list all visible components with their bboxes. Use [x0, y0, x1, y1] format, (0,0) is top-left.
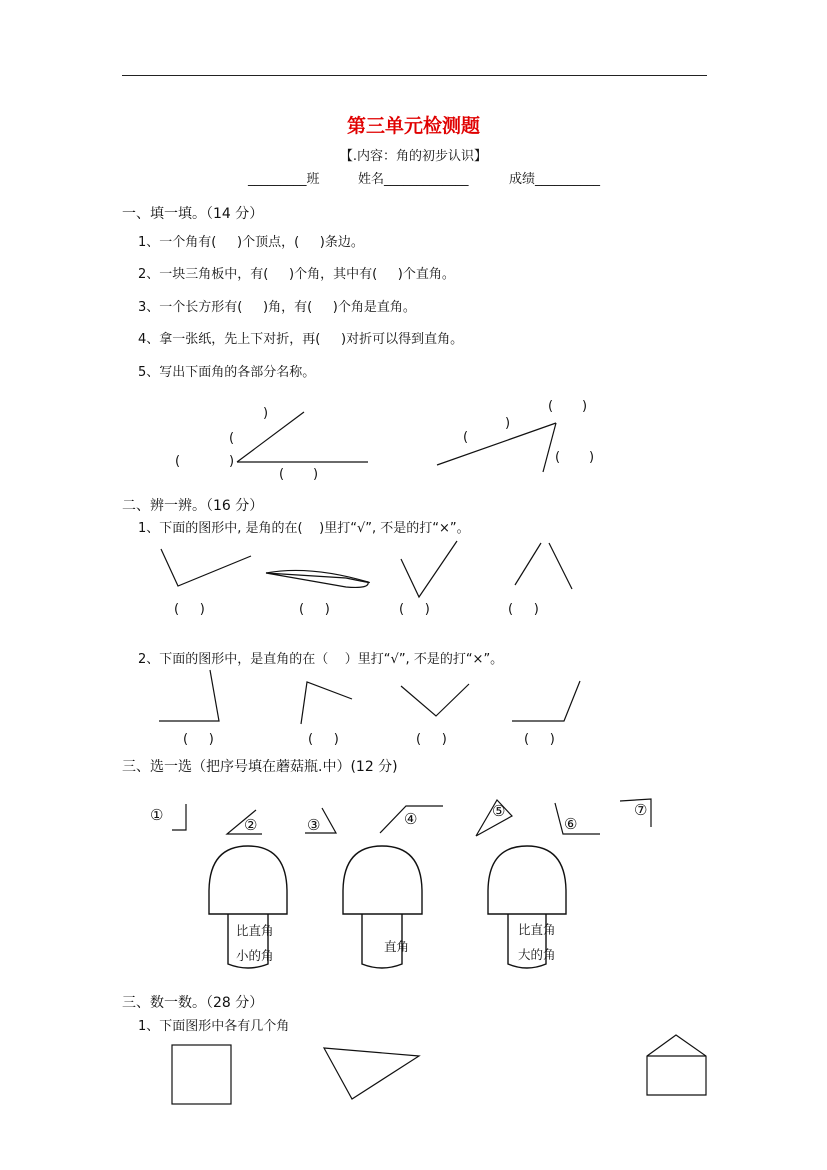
q21-figure-2 — [266, 570, 369, 587]
choice-label-4: ④ — [404, 810, 418, 828]
q22-answer-2[interactable]: ( ) — [308, 732, 339, 747]
q21-figure-4 — [515, 543, 572, 589]
choice-angle-2 — [227, 810, 262, 834]
page-title: 第三单元检测题 — [346, 115, 480, 137]
question-2-1: 1、下面的图形中, 是角的在( )里打“√”, 不是的打“×”。 — [138, 521, 470, 536]
angle-figure-2 — [437, 423, 556, 472]
q22-answer-1[interactable]: ( ) — [183, 732, 214, 747]
page-subtitle: 【.内容：角的初步认识】 — [339, 149, 488, 164]
choice-angle-5 — [476, 800, 512, 836]
q21-answer-2[interactable]: ( ) — [299, 602, 330, 617]
q22-figure-2 — [301, 682, 352, 724]
choice-angle-4 — [380, 806, 443, 833]
question-1-1: 1、一个角有( )个顶点，( )条边。 — [138, 235, 364, 250]
name-field[interactable]: 姓名_____________ — [358, 172, 469, 187]
q21-answer-1[interactable]: ( ) — [174, 602, 205, 617]
angle2-paren-top: ( ) — [548, 399, 588, 414]
choice-angle-3 — [305, 808, 336, 833]
question-1-2: 2、一块三角板中，有( )个角，其中有( )个直角。 — [138, 267, 455, 282]
choice-label-1: ① — [150, 806, 164, 824]
q22-figure-4 — [512, 681, 580, 721]
angle2-paren-left-close: ) — [505, 416, 511, 431]
mushroom1-line2: 小的角 — [236, 948, 274, 963]
mushroom-1 — [209, 846, 287, 968]
q22-figure-3 — [401, 684, 469, 716]
choice-label-3: ③ — [307, 816, 321, 834]
section4-heading: 三、数一数。（28 分） — [122, 995, 264, 1011]
q21-figure-1 — [161, 549, 251, 586]
q22-answer-4[interactable]: ( ) — [524, 732, 555, 747]
mushroom3-line1: 比直角 — [518, 922, 556, 937]
choice-angle-1 — [172, 804, 186, 830]
choice-label-5: ⑤ — [492, 802, 506, 820]
q21-figure-3 — [401, 541, 457, 597]
count-triangle — [324, 1048, 419, 1099]
question-1-3: 3、一个长方形有( )角，有( )个角是直角。 — [138, 300, 416, 315]
section2-heading: 二、辨一辨。（16 分） — [122, 498, 264, 514]
section3-heading: 三、选一选（把序号填在蘑菇瓶.中）(12 分) — [122, 759, 398, 775]
q21-answer-3[interactable]: ( ) — [399, 602, 430, 617]
mushroom1-line1: 比直角 — [236, 923, 274, 938]
choice-angle-6 — [555, 803, 600, 834]
angle-figure-1 — [237, 412, 368, 462]
count-square — [172, 1045, 231, 1104]
section1-heading: 一、填一填。（14 分） — [122, 206, 264, 222]
question-2-2: 2、下面的图形中，是直角的在（ ）里打“√”, 不是的打“×”。 — [138, 652, 504, 667]
choice-label-7: ⑦ — [634, 801, 648, 819]
score-field[interactable]: 成绩__________ — [509, 172, 601, 187]
q21-answer-4[interactable]: ( ) — [508, 602, 539, 617]
choice-label-6: ⑥ — [564, 815, 578, 833]
mushroom-2 — [343, 846, 422, 968]
question-4-1: 1、下面图形中各有几个角 — [138, 1019, 290, 1034]
question-1-4: 4、拿一张纸，先上下对折，再( )对折可以得到直角。 — [138, 332, 464, 347]
angle1-paren-mid: ( — [229, 431, 235, 446]
angle1-paren-bottom: ( ) — [279, 467, 319, 482]
angle2-paren-left-open: ( — [463, 430, 469, 445]
angle1-paren-left-open: ( — [175, 454, 181, 469]
choice-label-2: ② — [244, 816, 258, 834]
question-1-5: 5、写出下面角的各部分名称。 — [138, 365, 316, 380]
mushroom2-line1: 直角 — [384, 939, 410, 954]
mushroom3-line2: 大的角 — [518, 947, 556, 962]
class-field[interactable]: _________班 — [248, 172, 320, 187]
angle1-paren-top: ) — [263, 406, 269, 421]
angle1-paren-left-close: ) — [229, 454, 235, 469]
choice-angle-7 — [620, 799, 651, 827]
angle2-paren-right: ( ) — [555, 450, 595, 465]
count-house — [647, 1035, 706, 1095]
q22-figure-1 — [159, 670, 219, 721]
q22-answer-3[interactable]: ( ) — [416, 732, 447, 747]
mushroom-3 — [488, 846, 566, 968]
